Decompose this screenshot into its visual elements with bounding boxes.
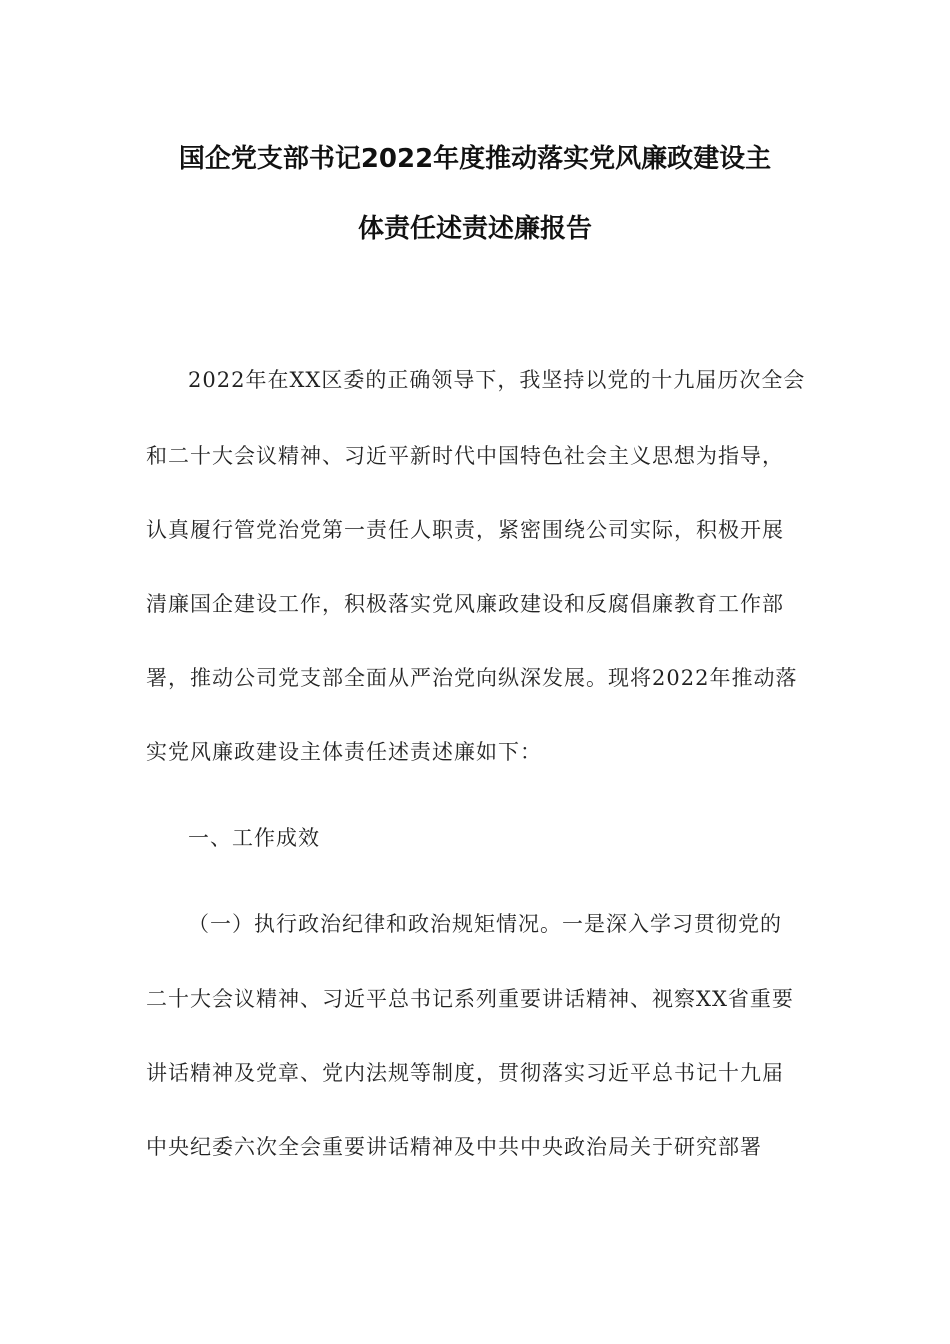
paragraph-2-line-2: 二十大会议精神、习近平总书记系列重要讲话精神、视察XX省重要 <box>146 987 794 1011</box>
paragraph-1-line-3: 认真履行管党治党第一责任人职责，紧密围绕公司实际，积极开展 <box>146 518 784 542</box>
section-heading: 一、工作成效 <box>188 826 320 850</box>
paragraph-1-line-5: 署，推动公司党支部全面从严治党向纵深发展。现将2022年推动落 <box>146 666 798 690</box>
paragraph-2-line-4: 中央纪委六次全会重要讲话精神及中共中央政治局关于研究部署 <box>146 1135 762 1159</box>
paragraph-2-line-3: 讲话精神及党章、党内法规等制度，贯彻落实习近平总书记十九届 <box>146 1061 784 1085</box>
paragraph-1-line-4: 清廉国企建设工作，积极落实党风廉政建设和反腐倡廉教育工作部 <box>146 592 784 616</box>
document-title-line-2: 体责任述责述廉报告 <box>357 214 592 244</box>
paragraph-1-line-2: 和二十大会议精神、习近平新时代中国特色社会主义思想为指导， <box>146 444 784 468</box>
paragraph-1-line-1: 2022年在XX区委的正确领导下，我坚持以党的十九届历次全会 <box>188 368 806 392</box>
paragraph-1-line-6: 实党风廉政建设主体责任述责述廉如下： <box>146 740 542 764</box>
paragraph-2-line-1: （一）执行政治纪律和政治规矩情况。一是深入学习贯彻党的 <box>188 912 782 936</box>
document-title-line-1: 国企党支部书记2022年度推动落实党风廉政建设主 <box>178 144 772 174</box>
